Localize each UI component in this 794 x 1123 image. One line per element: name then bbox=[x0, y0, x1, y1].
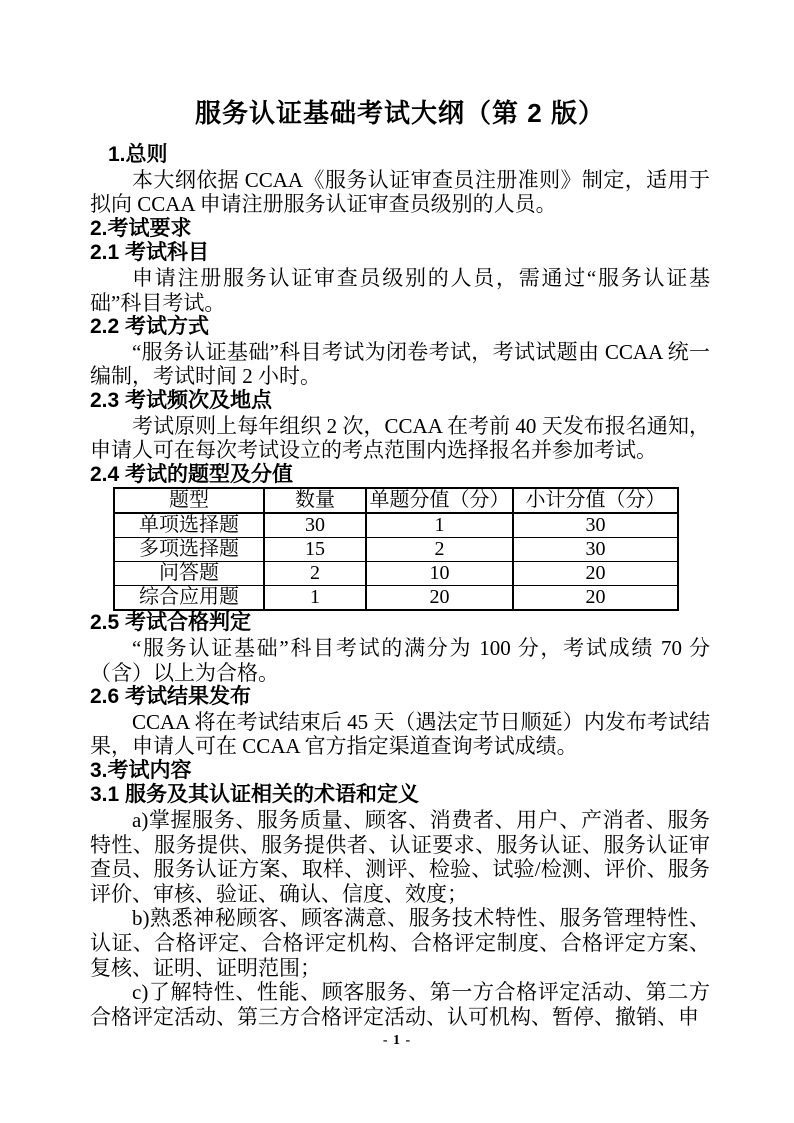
table-cell: 15 bbox=[264, 538, 366, 562]
section-heading-2-1: 2.1 考试科目 bbox=[90, 241, 210, 265]
section-heading-2: 2.考试要求 bbox=[90, 216, 192, 240]
table-cell: 30 bbox=[264, 513, 366, 538]
score-table-header-score-per-item: 单题分值（分） bbox=[366, 488, 513, 513]
table-cell: 30 bbox=[513, 513, 678, 538]
table-cell: 1 bbox=[264, 586, 366, 611]
paragraph-terms-b: b)熟悉神秘顾客、顾客满意、服务技术特性、服务管理特性、认证、合格评定、合格评定机构、合格评定制度、合格评定方案、复核、证明、证明范围； bbox=[90, 906, 710, 980]
paragraph-terms-a: a)掌握服务、服务质量、顾客、消费者、用户、产消者、服务特性、服务提供、服务提供者、认证要求、服务认证、服务认证审查员、服务认证方案、取样、测评、检验、试验/检测、评价、服务评价、审核、验证、确认、信度、效度； bbox=[90, 808, 710, 906]
score-table-row-comprehensive bbox=[114, 586, 678, 611]
paragraph-exam-frequency: 考试原则上每年组织 2 次，CCAA 在考前 40 天发布报名通知，申请人可在每次考试设立的考点范围内选择报名并参加考试。 bbox=[90, 413, 710, 463]
table-cell: 10 bbox=[366, 562, 513, 586]
section-heading-2-3: 2.3 考试频次及地点 bbox=[90, 388, 273, 412]
table-cell: 问答题 bbox=[114, 562, 264, 586]
section-heading-2-2: 2.2 考试方式 bbox=[90, 315, 210, 339]
score-table bbox=[113, 487, 679, 611]
score-table-header-subtotal: 小计分值（分） bbox=[513, 488, 678, 513]
table-cell: 2 bbox=[264, 562, 366, 586]
paragraph-terms-c: c)了解特性、性能、顾客服务、第一方合格评定活动、第二方合格评定活动、第三方合格评定活动、认可机构、暂停、撤销、申 bbox=[90, 980, 710, 1029]
paragraph-exam-method: “服务认证基础”科目考试为闭卷考试，考试试题由 CCAA 统一编制，考试时间 2 小时。 bbox=[90, 339, 710, 389]
table-cell: 20 bbox=[513, 562, 678, 586]
score-table-header-quantity: 数量 bbox=[264, 488, 366, 513]
table-cell: 多项选择题 bbox=[114, 538, 264, 562]
section-heading-2-6: 2.6 考试结果发布 bbox=[90, 685, 252, 709]
section-heading-3-1: 3.1 服务及其认证相关的术语和定义 bbox=[90, 783, 420, 807]
section-heading-1: 1.总则 bbox=[108, 143, 168, 166]
document-title: 服务认证基础考试大纲（第 2 版） bbox=[195, 98, 605, 128]
table-cell: 20 bbox=[513, 586, 678, 611]
paragraph-general: 本大纲依据 CCAA《服务认证审查员注册准则》制定，适用于拟向 CCAA 申请注册服务认证审查员级别的人员。 bbox=[90, 167, 710, 217]
score-table-row-qa bbox=[114, 562, 678, 586]
paragraph-result-release: CCAA 将在考试结束后 45 天（遇法定节日顺延）内发布考试结果，申请人可在 CCAA 官方指定渠道查询考试成绩。 bbox=[90, 709, 710, 759]
section-heading-2-4: 2.4 考试的题型及分值 bbox=[90, 462, 294, 486]
score-table-row-multi-choice bbox=[114, 538, 678, 562]
page-number: - 1 - bbox=[382, 1033, 412, 1048]
table-cell: 2 bbox=[366, 538, 513, 562]
table-cell: 综合应用题 bbox=[114, 586, 264, 611]
section-heading-2-5: 2.5 考试合格判定 bbox=[90, 611, 252, 635]
table-cell: 单项选择题 bbox=[114, 513, 264, 538]
score-table-row-single-choice bbox=[114, 513, 678, 538]
section-heading-3: 3.考试内容 bbox=[90, 758, 192, 782]
table-cell: 30 bbox=[513, 538, 678, 562]
document-content bbox=[90, 96, 710, 1029]
table-cell: 1 bbox=[366, 513, 513, 538]
paragraph-pass-criteria: “服务认证基础”科目考试的满分为 100 分，考试成绩 70 分（含）以上为合格。 bbox=[90, 635, 710, 685]
score-table-header-row bbox=[114, 488, 678, 513]
score-table-header-question-type: 题型 bbox=[114, 488, 264, 513]
paragraph-exam-subject: 申请注册服务认证审查员级别的人员，需通过“服务认证基础”科目考试。 bbox=[90, 265, 710, 315]
table-cell: 20 bbox=[366, 586, 513, 611]
